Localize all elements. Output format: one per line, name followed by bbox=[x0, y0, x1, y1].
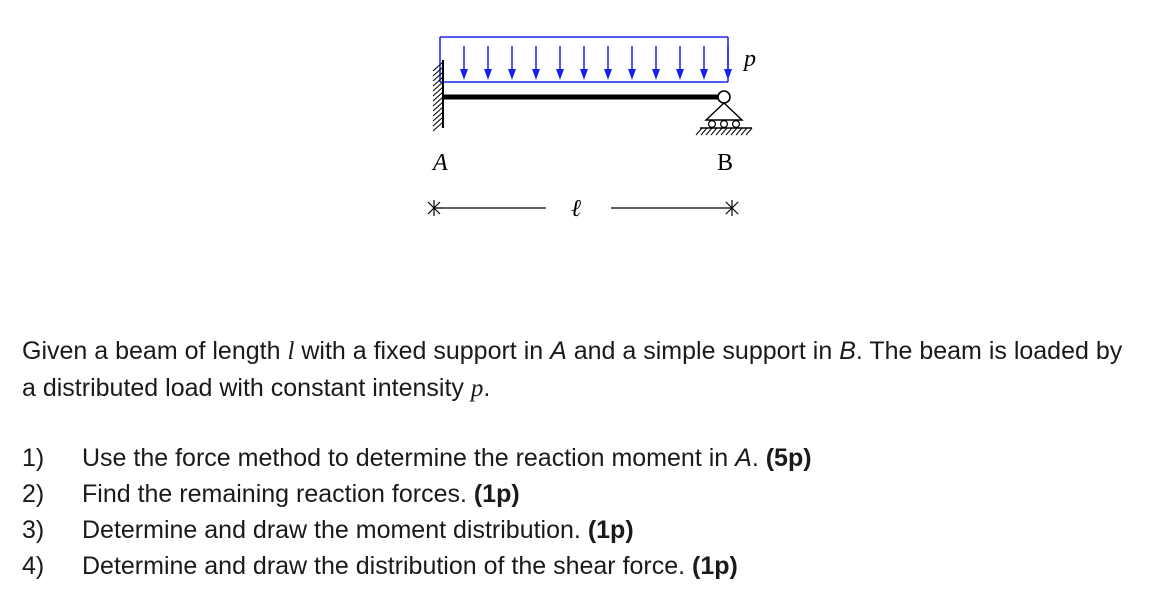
hatch-line bbox=[433, 92, 443, 101]
intro-symbol-l: l bbox=[287, 338, 295, 365]
label-load-p: p bbox=[744, 46, 756, 72]
hatch-line bbox=[736, 128, 742, 135]
task-points: (5p) bbox=[765, 444, 812, 472]
hatch-line bbox=[433, 102, 443, 111]
task-number: 1) bbox=[22, 444, 45, 472]
hatch-line bbox=[716, 128, 722, 135]
task-points: (1p) bbox=[587, 516, 634, 544]
hatch-line bbox=[433, 82, 443, 91]
hatch-line bbox=[721, 128, 727, 135]
task-number: 4) bbox=[22, 552, 45, 580]
task-number: 2) bbox=[22, 480, 45, 508]
load-arrow-head bbox=[604, 69, 612, 80]
hatch-line bbox=[433, 112, 443, 121]
list-item bbox=[22, 512, 812, 548]
task-list bbox=[22, 440, 812, 584]
load-arrow-head bbox=[724, 69, 732, 80]
list-item bbox=[22, 440, 812, 476]
problem-statement bbox=[22, 333, 1132, 407]
hatch-line bbox=[433, 67, 443, 76]
hatch-line bbox=[746, 128, 752, 135]
hatch-line bbox=[433, 107, 443, 116]
hatch-line bbox=[701, 128, 707, 135]
hatch-line bbox=[731, 128, 737, 135]
task-number: 3) bbox=[22, 516, 45, 544]
intro-part-2: with a fixed support in bbox=[294, 337, 551, 365]
load-arrow-head bbox=[580, 69, 588, 80]
hatch-line bbox=[726, 128, 732, 135]
hatch-line bbox=[696, 128, 702, 135]
task-points: (1p) bbox=[692, 552, 738, 580]
hatch-line bbox=[706, 128, 712, 135]
load-arrow-head bbox=[556, 69, 564, 80]
intro-part-1: Given a beam of length bbox=[22, 337, 288, 365]
load-arrow-head bbox=[628, 69, 636, 80]
distributed-load bbox=[440, 37, 732, 82]
task-text: Use the force method to determine the reaction moment in A. (5p) bbox=[82, 444, 812, 472]
intro-point-b: B bbox=[839, 337, 856, 365]
intro-symbol-p: p bbox=[470, 375, 484, 402]
list-item bbox=[22, 548, 812, 584]
hatch-line bbox=[433, 117, 443, 126]
task-text: Determine and draw the moment distribution. (1p) bbox=[82, 516, 634, 544]
hatch-line bbox=[433, 122, 443, 131]
label-point-b: B bbox=[717, 150, 734, 176]
list-item bbox=[22, 476, 812, 512]
load-arrow-head bbox=[676, 69, 684, 80]
load-arrow-head bbox=[484, 69, 492, 80]
task-points: (1p) bbox=[473, 480, 520, 508]
hatch-line bbox=[433, 97, 443, 106]
hatch-line bbox=[433, 87, 443, 96]
load-arrow-head bbox=[700, 69, 708, 80]
hatch-line bbox=[711, 128, 717, 135]
fixed-support-hatch bbox=[433, 62, 443, 131]
task-text: Determine and draw the distribution of the shear force. (1p) bbox=[82, 552, 738, 580]
hatch-line bbox=[741, 128, 747, 135]
load-arrow-head bbox=[460, 69, 468, 80]
label-length: ℓ bbox=[571, 196, 581, 222]
roller-support-hatch bbox=[696, 128, 752, 135]
intro-part-4: . The beam is loaded by a distributed load with constant intensity bbox=[22, 337, 1123, 402]
label-point-a: A bbox=[433, 150, 448, 176]
intro-part-5: . bbox=[483, 374, 491, 402]
load-arrow-head bbox=[652, 69, 660, 80]
task-text: Find the remaining reaction forces. (1p) bbox=[82, 480, 520, 508]
hatch-line bbox=[433, 62, 443, 71]
hatch-line bbox=[433, 72, 443, 81]
intro-part-3: and a simple support in bbox=[566, 337, 840, 365]
intro-point-a: A bbox=[550, 337, 567, 365]
fixed-support-a bbox=[433, 60, 443, 131]
load-arrow-head bbox=[508, 69, 516, 80]
load-arrow-head bbox=[532, 69, 540, 80]
length-dimension bbox=[428, 196, 738, 222]
